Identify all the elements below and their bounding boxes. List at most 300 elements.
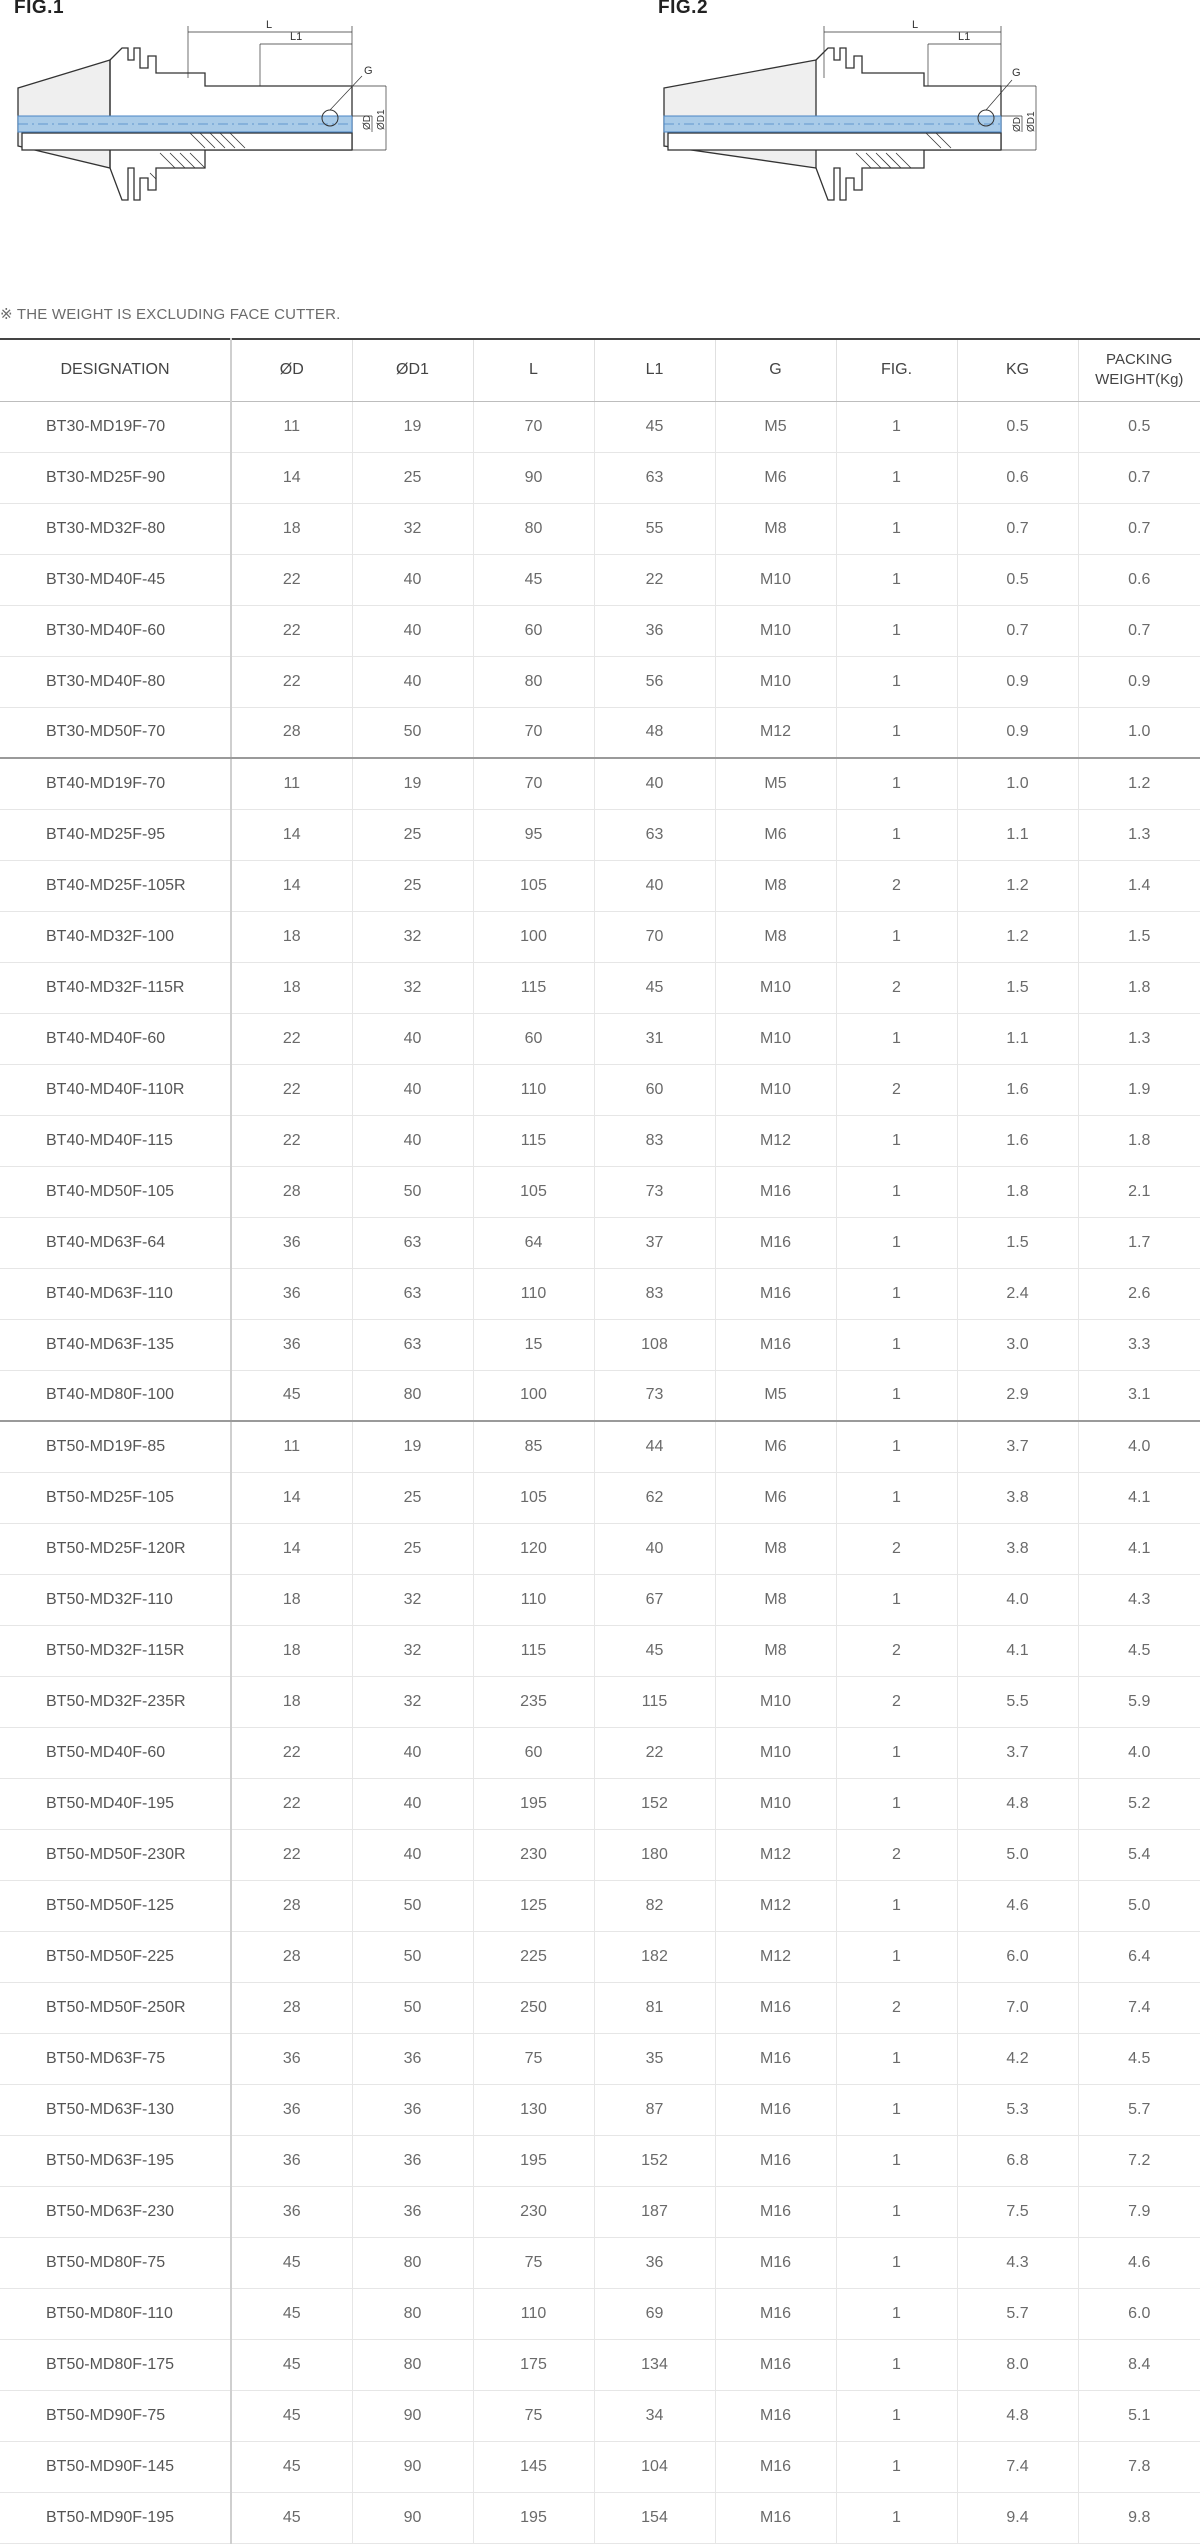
- table-header-row: [0, 339, 1200, 401]
- cell-fig: 1: [836, 2033, 957, 2084]
- cell-d1: 32: [352, 962, 473, 1013]
- cell-fig: 1: [836, 503, 957, 554]
- cell-l1: 104: [594, 2441, 715, 2492]
- table-row: [0, 1778, 1200, 1829]
- cell-g: M6: [715, 1421, 836, 1472]
- cell-g: M16: [715, 2237, 836, 2288]
- cell-packing-weight: 8.4: [1078, 2339, 1200, 2390]
- cell-g: M10: [715, 656, 836, 707]
- cell-packing-weight: 6.4: [1078, 1931, 1200, 1982]
- cell-kg: 6.0: [957, 1931, 1078, 1982]
- cell-d1: 50: [352, 1982, 473, 2033]
- cell-fig: 1: [836, 1013, 957, 1064]
- cell-kg: 0.7: [957, 605, 1078, 656]
- cell-d: 28: [231, 1982, 352, 2033]
- cell-kg: 1.5: [957, 962, 1078, 1013]
- cell-g: M5: [715, 401, 836, 452]
- cell-packing-weight: 2.1: [1078, 1166, 1200, 1217]
- cell-l: 115: [473, 1625, 594, 1676]
- cell-fig: 1: [836, 1319, 957, 1370]
- cell-l: 70: [473, 707, 594, 758]
- cell-d1: 25: [352, 452, 473, 503]
- cell-l: 64: [473, 1217, 594, 1268]
- table-row: [0, 605, 1200, 656]
- cell-g: M16: [715, 1982, 836, 2033]
- cell-packing-weight: 4.1: [1078, 1472, 1200, 1523]
- cell-l1: 22: [594, 554, 715, 605]
- cell-l1: 63: [594, 452, 715, 503]
- cell-l: 80: [473, 656, 594, 707]
- table-row: [0, 911, 1200, 962]
- cell-fig: 1: [836, 758, 957, 809]
- cell-g: M16: [715, 2186, 836, 2237]
- cell-d1: 50: [352, 1880, 473, 1931]
- cell-fig: 1: [836, 1268, 957, 1319]
- cell-designation: BT40-MD32F-100: [0, 911, 231, 962]
- cell-d: 18: [231, 503, 352, 554]
- fig2-dim-l1: L1: [958, 31, 971, 43]
- cell-designation: BT40-MD63F-64: [0, 1217, 231, 1268]
- cell-g: M16: [715, 2084, 836, 2135]
- cell-d1: 19: [352, 1421, 473, 1472]
- cell-designation: BT30-MD40F-80: [0, 656, 231, 707]
- cell-designation: BT40-MD25F-95: [0, 809, 231, 860]
- cell-l: 100: [473, 1370, 594, 1421]
- cell-fig: 1: [836, 707, 957, 758]
- cell-designation: BT50-MD19F-85: [0, 1421, 231, 1472]
- cell-designation: BT50-MD50F-225: [0, 1931, 231, 1982]
- cell-designation: BT30-MD40F-60: [0, 605, 231, 656]
- cell-l1: 40: [594, 758, 715, 809]
- cell-l: 75: [473, 2390, 594, 2441]
- cell-l: 175: [473, 2339, 594, 2390]
- cell-l1: 62: [594, 1472, 715, 1523]
- cell-l1: 67: [594, 1574, 715, 1625]
- cell-l1: 87: [594, 2084, 715, 2135]
- cell-fig: 1: [836, 452, 957, 503]
- cell-designation: BT30-MD32F-80: [0, 503, 231, 554]
- table-row: [0, 554, 1200, 605]
- cell-d1: 80: [352, 2288, 473, 2339]
- cell-l: 230: [473, 2186, 594, 2237]
- cell-kg: 6.8: [957, 2135, 1078, 2186]
- table-row: [0, 2288, 1200, 2339]
- cell-l1: 70: [594, 911, 715, 962]
- cell-l: 120: [473, 1523, 594, 1574]
- cell-l: 110: [473, 1574, 594, 1625]
- cell-packing-weight: 5.7: [1078, 2084, 1200, 2135]
- cell-designation: BT40-MD63F-110: [0, 1268, 231, 1319]
- header-l1: L1: [594, 339, 715, 401]
- cell-l: 75: [473, 2033, 594, 2084]
- cell-d1: 90: [352, 2441, 473, 2492]
- cell-d: 45: [231, 2492, 352, 2543]
- cell-fig: 1: [836, 605, 957, 656]
- cell-packing-weight: 5.1: [1078, 2390, 1200, 2441]
- cell-l1: 55: [594, 503, 715, 554]
- cell-d: 14: [231, 809, 352, 860]
- cell-d1: 32: [352, 1574, 473, 1625]
- cell-d: 18: [231, 1625, 352, 1676]
- cell-fig: 1: [836, 554, 957, 605]
- cell-d: 22: [231, 1778, 352, 1829]
- cell-fig: 1: [836, 2237, 957, 2288]
- cell-designation: BT50-MD80F-175: [0, 2339, 231, 2390]
- table-row: [0, 1574, 1200, 1625]
- header-g: G: [715, 339, 836, 401]
- cell-l: 225: [473, 1931, 594, 1982]
- table-row: [0, 656, 1200, 707]
- cell-d: 18: [231, 1676, 352, 1727]
- cell-l: 230: [473, 1829, 594, 1880]
- cell-d: 36: [231, 2033, 352, 2084]
- cell-g: M12: [715, 1829, 836, 1880]
- cell-d1: 40: [352, 1064, 473, 1115]
- cell-g: M6: [715, 809, 836, 860]
- cell-kg: 5.7: [957, 2288, 1078, 2339]
- cell-l1: 56: [594, 656, 715, 707]
- header-d1: ØD1: [352, 339, 473, 401]
- table-row: [0, 1013, 1200, 1064]
- cell-l: 110: [473, 1064, 594, 1115]
- cell-packing-weight: 1.0: [1078, 707, 1200, 758]
- cell-l: 100: [473, 911, 594, 962]
- cell-l1: 152: [594, 2135, 715, 2186]
- cell-designation: BT40-MD80F-100: [0, 1370, 231, 1421]
- cell-l1: 134: [594, 2339, 715, 2390]
- table-row: [0, 1676, 1200, 1727]
- cell-designation: BT50-MD63F-130: [0, 2084, 231, 2135]
- table-row: [0, 503, 1200, 554]
- cell-kg: 0.6: [957, 452, 1078, 503]
- cell-l: 110: [473, 1268, 594, 1319]
- cell-fig: 1: [836, 1472, 957, 1523]
- cell-l1: 40: [594, 1523, 715, 1574]
- cell-g: M10: [715, 605, 836, 656]
- table-row: [0, 860, 1200, 911]
- cell-d1: 36: [352, 2135, 473, 2186]
- cell-d: 36: [231, 2186, 352, 2237]
- cell-l1: 36: [594, 605, 715, 656]
- cell-fig: 1: [836, 809, 957, 860]
- cell-kg: 3.8: [957, 1472, 1078, 1523]
- cell-d: 22: [231, 1064, 352, 1115]
- cell-kg: 0.7: [957, 503, 1078, 554]
- cell-l1: 35: [594, 2033, 715, 2084]
- cell-designation: BT50-MD80F-75: [0, 2237, 231, 2288]
- cell-l1: 45: [594, 962, 715, 1013]
- cell-designation: BT50-MD50F-250R: [0, 1982, 231, 2033]
- cell-kg: 3.7: [957, 1421, 1078, 1472]
- table-row: [0, 2084, 1200, 2135]
- cell-designation: BT40-MD19F-70: [0, 758, 231, 809]
- table-row: [0, 401, 1200, 452]
- cell-fig: 2: [836, 1625, 957, 1676]
- cell-fig: 1: [836, 656, 957, 707]
- cell-packing-weight: 5.4: [1078, 1829, 1200, 1880]
- table-row: [0, 2237, 1200, 2288]
- header-l: L: [473, 339, 594, 401]
- cell-d1: 32: [352, 1625, 473, 1676]
- cell-l1: 37: [594, 1217, 715, 1268]
- cell-fig: 2: [836, 1064, 957, 1115]
- cell-kg: 0.9: [957, 656, 1078, 707]
- cell-packing-weight: 4.3: [1078, 1574, 1200, 1625]
- cell-l1: 182: [594, 1931, 715, 1982]
- fig1-label: FIG.1: [14, 0, 65, 18]
- cell-fig: 2: [836, 1982, 957, 2033]
- cell-l1: 154: [594, 2492, 715, 2543]
- cell-packing-weight: 1.8: [1078, 962, 1200, 1013]
- cell-g: M8: [715, 1574, 836, 1625]
- cell-d1: 25: [352, 860, 473, 911]
- cell-d: 14: [231, 860, 352, 911]
- header-d: ØD: [231, 339, 352, 401]
- cell-l: 115: [473, 1115, 594, 1166]
- cell-designation: BT50-MD90F-75: [0, 2390, 231, 2441]
- cell-l1: 152: [594, 1778, 715, 1829]
- table-row: [0, 1523, 1200, 1574]
- cell-fig: 1: [836, 1370, 957, 1421]
- cell-l1: 22: [594, 1727, 715, 1778]
- cell-l1: 83: [594, 1115, 715, 1166]
- table-row: [0, 1625, 1200, 1676]
- cell-kg: 1.2: [957, 911, 1078, 962]
- cell-d1: 40: [352, 1013, 473, 1064]
- cell-l1: 40: [594, 860, 715, 911]
- cell-designation: BT50-MD90F-195: [0, 2492, 231, 2543]
- cell-fig: 1: [836, 2084, 957, 2135]
- cell-l: 105: [473, 1472, 594, 1523]
- cell-d: 36: [231, 2135, 352, 2186]
- cell-designation: BT50-MD32F-235R: [0, 1676, 231, 1727]
- cell-d: 28: [231, 1931, 352, 1982]
- cell-kg: 0.9: [957, 707, 1078, 758]
- cell-g: M6: [715, 1472, 836, 1523]
- cell-d1: 36: [352, 2186, 473, 2237]
- fig2-dim-d1: ØD1: [1026, 111, 1037, 132]
- cell-kg: 1.1: [957, 1013, 1078, 1064]
- cell-g: M6: [715, 452, 836, 503]
- cell-d: 14: [231, 1523, 352, 1574]
- cell-l1: 108: [594, 1319, 715, 1370]
- cell-g: M10: [715, 1676, 836, 1727]
- cell-l1: 187: [594, 2186, 715, 2237]
- table-row: [0, 962, 1200, 1013]
- cell-kg: 0.5: [957, 554, 1078, 605]
- cell-l: 195: [473, 1778, 594, 1829]
- cell-l: 60: [473, 605, 594, 656]
- cell-designation: BT50-MD50F-230R: [0, 1829, 231, 1880]
- cell-d: 22: [231, 1115, 352, 1166]
- cell-kg: 1.8: [957, 1166, 1078, 1217]
- cell-kg: 7.4: [957, 2441, 1078, 2492]
- cell-packing-weight: 1.2: [1078, 758, 1200, 809]
- cell-fig: 1: [836, 2186, 957, 2237]
- cell-d: 36: [231, 2084, 352, 2135]
- cell-kg: 4.3: [957, 2237, 1078, 2288]
- cell-fig: 2: [836, 1829, 957, 1880]
- table-row: [0, 1982, 1200, 2033]
- cell-d: 22: [231, 1013, 352, 1064]
- cell-d1: 25: [352, 1523, 473, 1574]
- cell-designation: BT50-MD25F-105: [0, 1472, 231, 1523]
- cell-g: M10: [715, 554, 836, 605]
- cell-packing-weight: 4.0: [1078, 1727, 1200, 1778]
- cell-kg: 5.5: [957, 1676, 1078, 1727]
- cell-l: 15: [473, 1319, 594, 1370]
- cell-fig: 1: [836, 2441, 957, 2492]
- cell-l: 115: [473, 962, 594, 1013]
- cell-d1: 63: [352, 1268, 473, 1319]
- cell-designation: BT50-MD90F-145: [0, 2441, 231, 2492]
- cell-d1: 80: [352, 1370, 473, 1421]
- cell-fig: 1: [836, 2390, 957, 2441]
- cell-g: M8: [715, 1625, 836, 1676]
- cell-packing-weight: 0.7: [1078, 452, 1200, 503]
- cell-l1: 69: [594, 2288, 715, 2339]
- table-row: [0, 2441, 1200, 2492]
- cell-l: 95: [473, 809, 594, 860]
- table-row: [0, 1421, 1200, 1472]
- cell-kg: 1.0: [957, 758, 1078, 809]
- cell-d1: 63: [352, 1217, 473, 1268]
- cell-d: 22: [231, 605, 352, 656]
- cell-g: M10: [715, 1727, 836, 1778]
- cell-kg: 0.5: [957, 401, 1078, 452]
- cell-g: M10: [715, 962, 836, 1013]
- cell-l: 90: [473, 452, 594, 503]
- cell-packing-weight: 0.6: [1078, 554, 1200, 605]
- cell-l: 125: [473, 1880, 594, 1931]
- cell-designation: BT30-MD40F-45: [0, 554, 231, 605]
- cell-l1: 60: [594, 1064, 715, 1115]
- cell-l: 70: [473, 758, 594, 809]
- cell-d: 45: [231, 2441, 352, 2492]
- table-row: [0, 1370, 1200, 1421]
- table-row: [0, 1166, 1200, 1217]
- cell-g: M16: [715, 2135, 836, 2186]
- fig1-dim-l: L: [266, 19, 273, 31]
- cell-d: 22: [231, 656, 352, 707]
- cell-packing-weight: 3.1: [1078, 1370, 1200, 1421]
- cell-l1: 180: [594, 1829, 715, 1880]
- cell-kg: 1.6: [957, 1115, 1078, 1166]
- cell-designation: BT30-MD50F-70: [0, 707, 231, 758]
- cell-fig: 1: [836, 1217, 957, 1268]
- cell-packing-weight: 0.5: [1078, 401, 1200, 452]
- table-row: [0, 758, 1200, 809]
- cell-l: 45: [473, 554, 594, 605]
- cell-d: 28: [231, 1166, 352, 1217]
- cell-packing-weight: 1.8: [1078, 1115, 1200, 1166]
- cell-kg: 8.0: [957, 2339, 1078, 2390]
- cell-kg: 5.3: [957, 2084, 1078, 2135]
- cell-l1: 44: [594, 1421, 715, 1472]
- cell-l: 80: [473, 503, 594, 554]
- cell-d1: 36: [352, 2084, 473, 2135]
- cell-packing-weight: 0.7: [1078, 605, 1200, 656]
- spec-table: [0, 338, 1200, 2544]
- table-row: [0, 2390, 1200, 2441]
- cell-fig: 1: [836, 401, 957, 452]
- cell-g: M16: [715, 1217, 836, 1268]
- cell-d1: 32: [352, 911, 473, 962]
- cell-designation: BT40-MD40F-110R: [0, 1064, 231, 1115]
- cell-fig: 1: [836, 2288, 957, 2339]
- cell-fig: 1: [836, 1727, 957, 1778]
- cell-kg: 4.6: [957, 1880, 1078, 1931]
- cell-fig: 2: [836, 962, 957, 1013]
- table-row: [0, 1880, 1200, 1931]
- cell-d: 45: [231, 2288, 352, 2339]
- table-row: [0, 2186, 1200, 2237]
- cell-g: M5: [715, 1370, 836, 1421]
- cell-l1: 82: [594, 1880, 715, 1931]
- header-fig: FIG.: [836, 339, 957, 401]
- cell-kg: 2.9: [957, 1370, 1078, 1421]
- header-packing-weight: PACKING WEIGHT(Kg): [1078, 339, 1200, 401]
- cell-fig: 1: [836, 1115, 957, 1166]
- cell-kg: 9.4: [957, 2492, 1078, 2543]
- cell-d1: 40: [352, 1727, 473, 1778]
- cell-d: 11: [231, 758, 352, 809]
- cell-g: M16: [715, 2492, 836, 2543]
- cell-kg: 4.8: [957, 1778, 1078, 1829]
- cell-d1: 25: [352, 1472, 473, 1523]
- cell-packing-weight: 4.1: [1078, 1523, 1200, 1574]
- fig1-dim-d: ØD: [362, 115, 373, 130]
- cell-designation: BT50-MD40F-195: [0, 1778, 231, 1829]
- cell-packing-weight: 4.5: [1078, 2033, 1200, 2084]
- cell-l: 105: [473, 1166, 594, 1217]
- cell-designation: BT50-MD80F-110: [0, 2288, 231, 2339]
- cell-packing-weight: 7.2: [1078, 2135, 1200, 2186]
- cell-g: M16: [715, 2390, 836, 2441]
- cell-l1: 81: [594, 1982, 715, 2033]
- cell-designation: BT30-MD25F-90: [0, 452, 231, 503]
- cell-g: M5: [715, 758, 836, 809]
- cell-designation: BT50-MD50F-125: [0, 1880, 231, 1931]
- cell-g: M12: [715, 1880, 836, 1931]
- cell-d1: 40: [352, 605, 473, 656]
- cell-kg: 4.0: [957, 1574, 1078, 1625]
- cell-d: 11: [231, 1421, 352, 1472]
- fig1-dim-d1: ØD1: [376, 109, 387, 130]
- cell-d: 45: [231, 2339, 352, 2390]
- cell-fig: 1: [836, 1880, 957, 1931]
- cell-d: 18: [231, 911, 352, 962]
- cell-l: 235: [473, 1676, 594, 1727]
- cell-l: 250: [473, 1982, 594, 2033]
- cell-d1: 90: [352, 2390, 473, 2441]
- cell-packing-weight: 0.9: [1078, 656, 1200, 707]
- cell-d1: 32: [352, 503, 473, 554]
- cell-g: M10: [715, 1013, 836, 1064]
- cell-designation: BT50-MD63F-230: [0, 2186, 231, 2237]
- cell-packing-weight: 1.5: [1078, 911, 1200, 962]
- table-row: [0, 1319, 1200, 1370]
- cell-designation: BT50-MD40F-60: [0, 1727, 231, 1778]
- cell-g: M12: [715, 707, 836, 758]
- table-row: [0, 2135, 1200, 2186]
- cell-kg: 4.2: [957, 2033, 1078, 2084]
- cell-d1: 36: [352, 2033, 473, 2084]
- cell-g: M16: [715, 2033, 836, 2084]
- cell-g: M16: [715, 2339, 836, 2390]
- fig1-dim-l1: L1: [290, 31, 303, 43]
- cell-fig: 1: [836, 2339, 957, 2390]
